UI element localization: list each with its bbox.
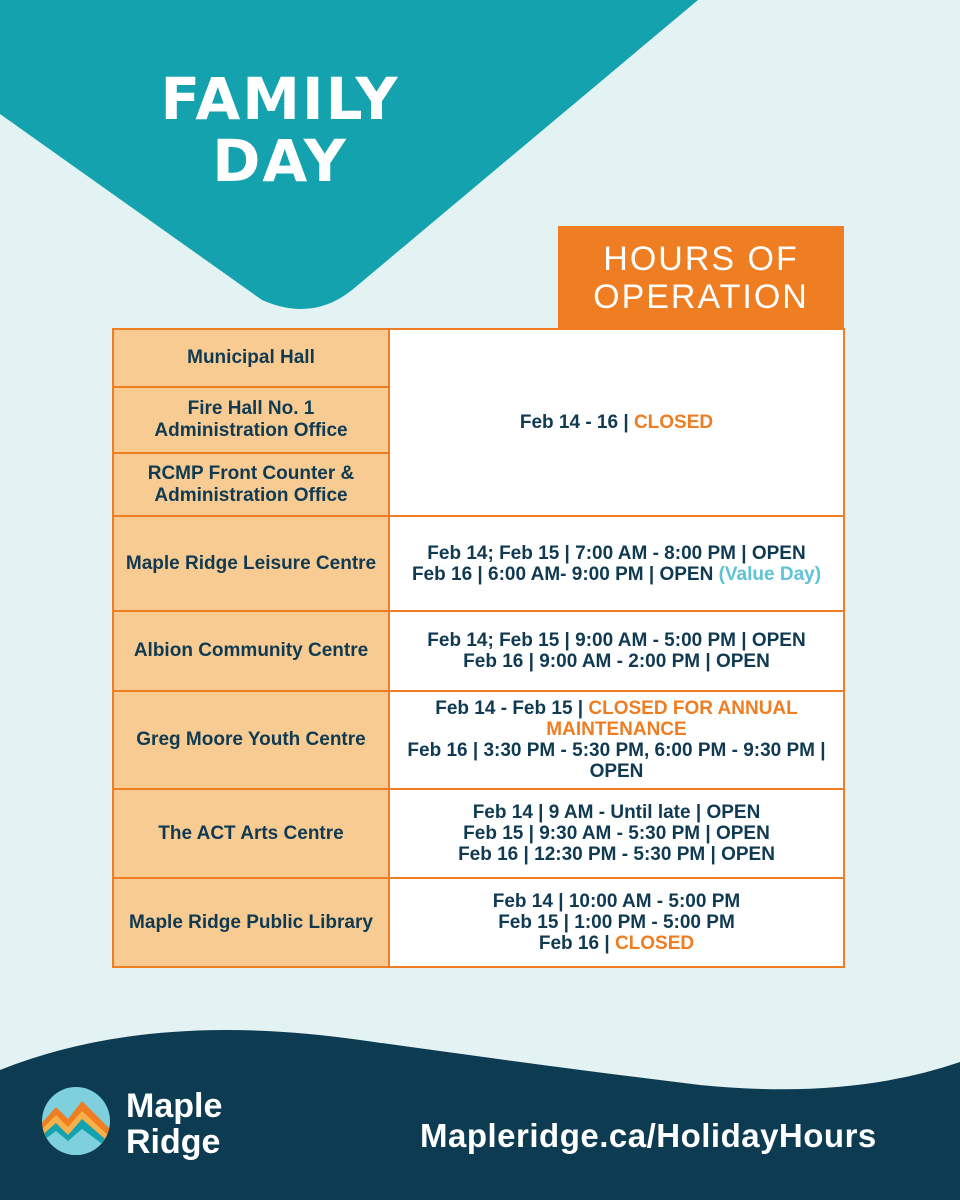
status-closed: CLOSED <box>633 412 714 433</box>
hours-line: Feb 15 | 9:30 AM - 5:30 PM | OPEN <box>463 823 770 844</box>
hours-text: Feb 16 | 6:00 AM- 9:00 PM | OPEN <box>411 563 719 585</box>
hours-cell <box>389 789 844 878</box>
value-day-note: (Value Day) <box>718 563 822 585</box>
table-row <box>113 789 844 878</box>
location-cell: Greg Moore Youth Centre <box>113 691 389 789</box>
table-row <box>113 329 844 387</box>
status-closed-maintenance: CLOSED FOR ANNUAL MAINTENANCE <box>546 698 798 740</box>
location-cell: Municipal Hall <box>113 329 389 387</box>
brand-wordmark <box>126 1088 222 1160</box>
hours-table <box>112 328 845 968</box>
hours-line: Feb 14 | 9 AM - Until late | OPEN <box>472 802 761 823</box>
holiday-hours-url[interactable]: Mapleridge.ca/HolidayHours <box>420 1117 877 1154</box>
hours-line: Feb 14; Feb 15 | 9:00 AM - 5:00 PM | OPEN <box>427 630 806 651</box>
page-title <box>120 65 440 195</box>
hours-line: Feb 14 | 10:00 AM - 5:00 PM <box>492 891 741 912</box>
hours-cell <box>389 691 844 789</box>
hours-line: Feb 16 | 12:30 PM - 5:30 PM | OPEN <box>458 844 775 865</box>
title-line-1: FAMILY <box>160 65 400 133</box>
location-cell: RCMP Front Counter & Administration Office <box>113 453 389 516</box>
date-range: Feb 14 - Feb 15 | <box>435 698 589 719</box>
hours-line <box>396 698 837 740</box>
maple-ridge-mountain-logo-icon <box>40 1085 112 1157</box>
hours-line <box>396 933 837 954</box>
hours-line: Feb 16 | 9:00 AM - 2:00 PM | OPEN <box>463 651 770 672</box>
hours-line: Feb 15 | 1:00 PM - 5:00 PM <box>498 912 735 933</box>
date-range: Feb 14 - 16 | <box>519 412 634 433</box>
table-row <box>113 691 844 789</box>
location-cell: Maple Ridge Leisure Centre <box>113 516 389 611</box>
title-line-2: DAY <box>212 127 348 195</box>
location-cell: Maple Ridge Public Library <box>113 878 389 967</box>
hours-cell <box>389 329 844 516</box>
hours-line-2: OPERATION <box>593 278 809 316</box>
hours-cell <box>389 611 844 691</box>
hours-line-1: HOURS OF <box>603 240 799 278</box>
table-row <box>113 516 844 611</box>
hours-cell <box>389 878 844 967</box>
location-cell: The ACT Arts Centre <box>113 789 389 878</box>
brand-line-2: Ridge <box>126 1123 221 1161</box>
hours-line: Feb 16 | 3:30 PM - 5:30 PM, 6:00 PM - 9:30 PM | OPEN <box>407 740 826 782</box>
table-row <box>113 878 844 967</box>
hours-line: Feb 14; Feb 15 | 7:00 AM - 8:00 PM | OPEN <box>427 542 806 564</box>
hours-cell <box>389 516 844 611</box>
hours-of-operation-label <box>558 226 844 328</box>
hours-line <box>396 564 837 585</box>
location-cell: Albion Community Centre <box>113 611 389 691</box>
brand-line-1: Maple <box>126 1087 223 1125</box>
location-cell: Fire Hall No. 1 Administration Office <box>113 387 389 453</box>
status-closed: CLOSED <box>614 933 695 954</box>
table-row <box>113 611 844 691</box>
date-range: Feb 16 | <box>538 933 615 954</box>
